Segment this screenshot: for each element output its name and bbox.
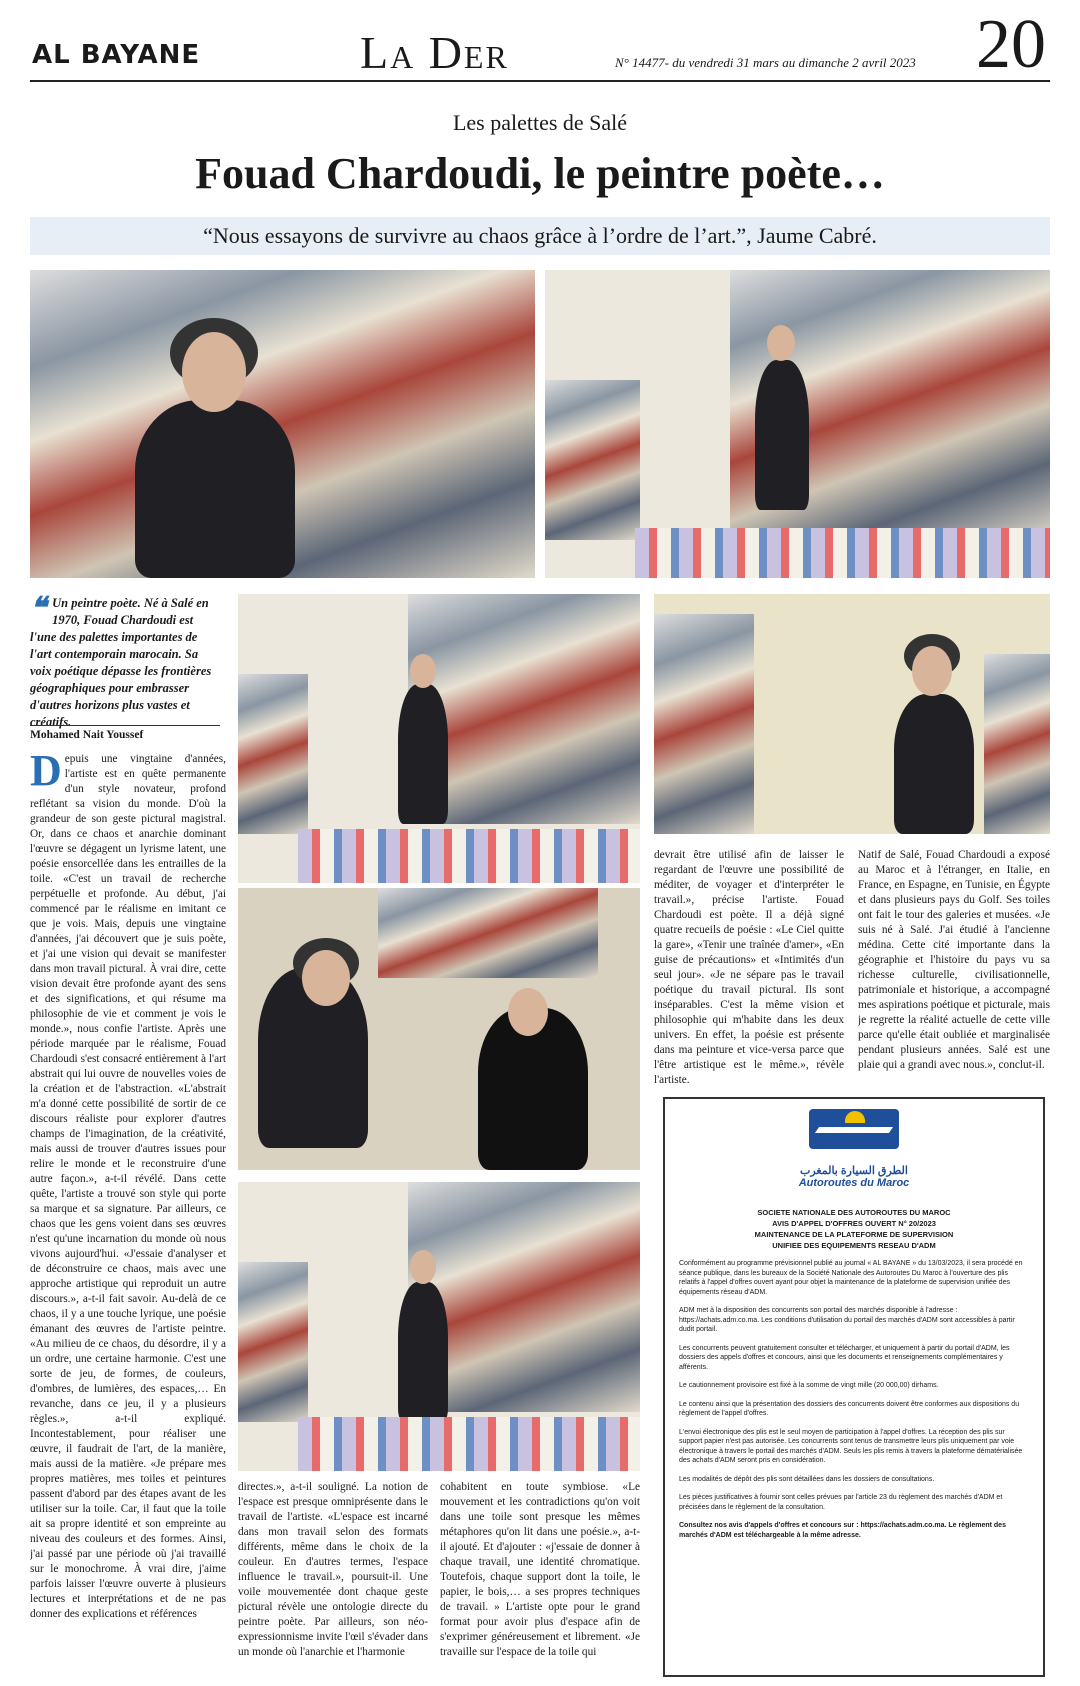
photo-studio-standing <box>238 594 640 883</box>
ad-paragraph: Les concurrents peuvent gratuitement consulter et télécharger, et uniquement à partir du portail d'ADM, les dossiers des appels d'offres et concours, ainsi que les documents et renseignements complémentaires y afférents. <box>679 1344 1010 1371</box>
article-kicker: Les palettes de Salé <box>452 110 628 135</box>
article-headline: Fouad Chardoudi, le peintre poète… <box>195 149 885 198</box>
article-column-3-top <box>654 848 844 1088</box>
ad-paragraph: Les modalités de dépôt des plis sont détaillées dans les dossiers de consultations. <box>679 1475 935 1483</box>
tender-notice <box>663 1097 1045 1677</box>
quote-mark-icon: ❝ <box>30 592 47 625</box>
ad-paragraph: L'envoi électronique des plis est le seul moyen de participation à l'appel d'offres. La réception des plis sur support papier n'est pas autorisée. Les concurrents sont tenus de transmettre leurs plis uniquement par voie électronique à travers le portail des marchés d'ADM. Seuls les plis remis à travers la plateforme dématérialisée des achats d'ADM seront pris en considération. <box>679 1428 1023 1464</box>
photo-painter-portrait <box>30 270 535 578</box>
section-name: La Der <box>360 27 509 78</box>
ad-paragraph: Consultez nos avis d'appels d'offres et concours sur : https://achats.adm.co.ma. Le règlement des marchés d'ADM est téléchargeable à la même adresse. <box>679 1522 1006 1539</box>
ad-arabic-name: الطرق السيارة بالمغرب <box>800 1165 908 1177</box>
adm-logo <box>779 1109 929 1164</box>
ad-paragraph: Conformément au programme prévisionnel publié au journal « AL BAYANE » du 13/03/2023, il sera procédé en séance publique, dans les bureaux de la Société Nationale des Autoroutes Du Maroc à l'ouverture des plis relatifs à l'appel d'offres ouvert ayant pour objet la maintenance de la plateforme de supervision unifiée des équipements réseau d'ADM. <box>679 1260 1023 1296</box>
ad-paragraph: Les pièces justificatives à fournir sont celles prévues par l'article 23 du règlement des marchés d'ADM et précisées dans le règlement de la consultation. <box>679 1494 1003 1511</box>
article-column-3 <box>440 1480 640 1677</box>
ad-paragraph: ADM met à la disposition des concurrents son portail des marchés disponible à l'adresse : https://achats.adm.co.ma. Les conditions d'utilisation du portail des marchés d'ADM sont accessibles à partir dudit portail. <box>679 1307 1015 1333</box>
column-3-text: cohabitent en toute symbiose. «Le mouvement et les contradictions qu'on voit dans une toile sont presque les mêmes métaphores qu'on lit dans une poésie.», a-t-il ajouté. Et d'ajouter : «j'essaie de donner à chaque travail, une identité chromatique. Toutefois, chaque support dont la toile, le papier, le bois,… a ses propres techniques de travail. » L'artiste opte pour le grand format pour avoir plus d'espace afin de s'exprimer généreusement et librement. «Je travaille sur l'espace de la toile qui <box>440 1481 640 1658</box>
byline: Mohamed Nait Youssef <box>30 725 220 741</box>
dropcap: D <box>30 752 62 795</box>
photo-studio-wide <box>545 270 1050 578</box>
column-3-top-text: devrait être utilisé afin de laisser le regardant de l'œuvre une possibilité de méditer, de voyager et d'interpréter le travail.», précise l'artiste. Fouad Chardoudi est poète. Il a déjà signé quatre recueils de poésie : «Le Ciel quitte la gare», «Tenir une traînée d'amer», «En guise de précautions» et «Intimités d'un seul jour». «Je ne sépare pas le travail poétique du travail pictural. Ils sont inséparables. C'est la même vision et philosophie qui m'habite dans les deux univers. En effet, la poésie est présente dans ma peinture et vice-versa parce que l'être artistique est le même.», révèle l'artiste. <box>654 849 844 1086</box>
article-column-2 <box>238 1480 428 1677</box>
ad-paragraph: Le cautionnement provisoire est fixé à la somme de vingt mille (20 000,00) dirhams. <box>679 1382 939 1389</box>
masthead <box>30 6 1050 83</box>
article-column-4 <box>858 848 1050 1088</box>
ad-paragraph: Le contenu ainsi que la présentation des dossiers des concurrents doivent être conformes aux dispositions du règlement de l'appel d'offres. <box>679 1400 1020 1417</box>
column-4-text: Natif de Salé, Fouad Chardoudi a exposé au Maroc et à l'étranger, en Italie, en France, en Espagne, en Tunisie, en Égypte et dans plusieurs pays du Golf. Ses toiles ont fait le tour des galeries et musées. «Je suis né à Salé. J'ai étudié à l'ancienne médina. Cette cité importante dans la géographie et l'histoire du pays vu sa richesse culturelle, civilisationnelle, patrimoniale et historique, a accompagné mes aspirations poétique et picturale, mais je regrette la réalité actuelle de cette ville parce qu'elle était oubliée et marginalisée pendant plusieurs années. Salé est une plaie qui a grandi avec nous.», conclut-il. <box>858 849 1050 1071</box>
ad-heading: SOCIETE NATIONALE DES AUTOROUTES DU MAROC AVIS D'APPEL D'OFFRES OUVERT N° 20/2023 MAINTENANCE DE LA PLATEFORME DE SUPERVISION UNIFIEE DES EQUIPEMENTS RESEAU D'ADM <box>754 1208 954 1250</box>
epigraph: “Nous essayons de survivre au chaos grâce à l’ordre de l’art.”, Jaume Cabré. <box>30 217 1050 255</box>
column-1-text: epuis une vingtaine d'années, l'artiste est en quête permanente d'un style novateur, profond reflétant sa vision du monde. D'où la grandeur de son geste pictural magistral. Or, dans ce chaos et anarchie dominant l'œuvre se dégagent un lyrisme latent, une poésie ensorcellée dans les entrailles de la toile. «C'est un travail de recherche perpétuelle et profonde. Au début, j'ai commencé par le réalisme en imitant ce que je vois. Mais, depuis une vingtaine d'années, j'ai découvert que je suis poète, et j'ai une vision qui devait se manifester dans mon travail pictural. À vrai dire, cette vision devait être profonde ayant des sens et des significations, et qui résume ma philosophie de vie et comment je vois le monde.», nous confie l'artiste. Après une période marquée par le réalisme, Fouad Chardoudi s'est consacré entièrement à l'art abstrait qui lui ouvre de nouvelles voies de la création et de l'abstraction. «L'abstrait m'a donné cette possibilité de sortir de ce discours réaliste pour explorer d'autres champs de l'imagination, de la créativité, mais aussi de trouver d'autres issues pour relire le monde et le reconstruire d'une autre façon.», a-t-il révélé. Dans cette quête, l'artiste a trouvé son style qui porte sa marque et sa signature. Par ailleurs, ce chaos que les gens voient dans ses œuvres n'est qu'une incarnation du monde où nous vivons aujourd'hui. «J'essaie d'analyser et de déconstruire ce chaos, mais avec une approche artistique qui reproduit un autre discours.», a-t-il fait savoir. Au-delà de ce chaos, il y a une touche lyrique, une poésie émanant des œuvres de l'artiste peintre. «Au milieu de ce chaos, du désordre, il y a un ordre, une certaine harmonie. C'est une sorte de jeu, de formes, de couleurs, d'ombres, de lumières, des espaces,… En revanche, dans ce jeu, il y a plusieurs règles.», a-t-il expliqué. Incontestablement, pour réaliser une œuvre, il faudrait de l'art, de la manière, mais aussi de la matière. «Je prépare mes propres matières, mes toiles et peintures passent d'abord par des étapes avant de les utiliser sur la toile. Car, il faut que la toile ait sa propre identité et son empreinte au niveau des couleurs et des formes. Ainsi, j'ai passé par une période où j'ai travaillé sur le monochrome. À vrai dire, j'aime parfois laisser l'œuvre ouverte à plusieurs lectures et interprétations et de ne pas donner des explications et références <box>30 753 226 1620</box>
newspaper-logo: AL BAYANE <box>32 40 201 70</box>
column-2-text: directes.», a-t-il souligné. La notion de l'espace est presque omniprésente dans le travail de l'artiste. «L'espace est incarné dans mon travail selon des formats différents, même dans le choix de la couleur. En d'autres termes, l'espace influence le travail.», poursuit-il. Une voile mouvementée dont chaque geste pictural révèle une ontologie directe du peintre poète. Par ailleurs, son néo-expressionnisme invite l'œil s'évader dans un monde où l'anarchie et l'harmonie <box>238 1481 428 1658</box>
page-number: 20 <box>976 6 1046 83</box>
photo-painter-shelves <box>654 594 1050 834</box>
lead-text: Un peintre poète. Né à Salé en 1970, Fouad Chardoudi est l'une des palettes importantes de l'art contemporain marocain. Sa voix poétique dépasse les frontières géographiques pour embrasser d'autres horizons plus vastes et créatifs. <box>30 596 212 729</box>
lead-paragraph <box>30 592 220 731</box>
ad-brand: Autoroutes du Maroc <box>798 1177 910 1189</box>
article-column-1 <box>30 752 226 1677</box>
photo-interview <box>238 888 640 1170</box>
issue-line: N° 14477- du vendredi 31 mars au dimanche 2 avril 2023 <box>615 55 916 70</box>
photo-studio-repeat <box>238 1182 640 1471</box>
